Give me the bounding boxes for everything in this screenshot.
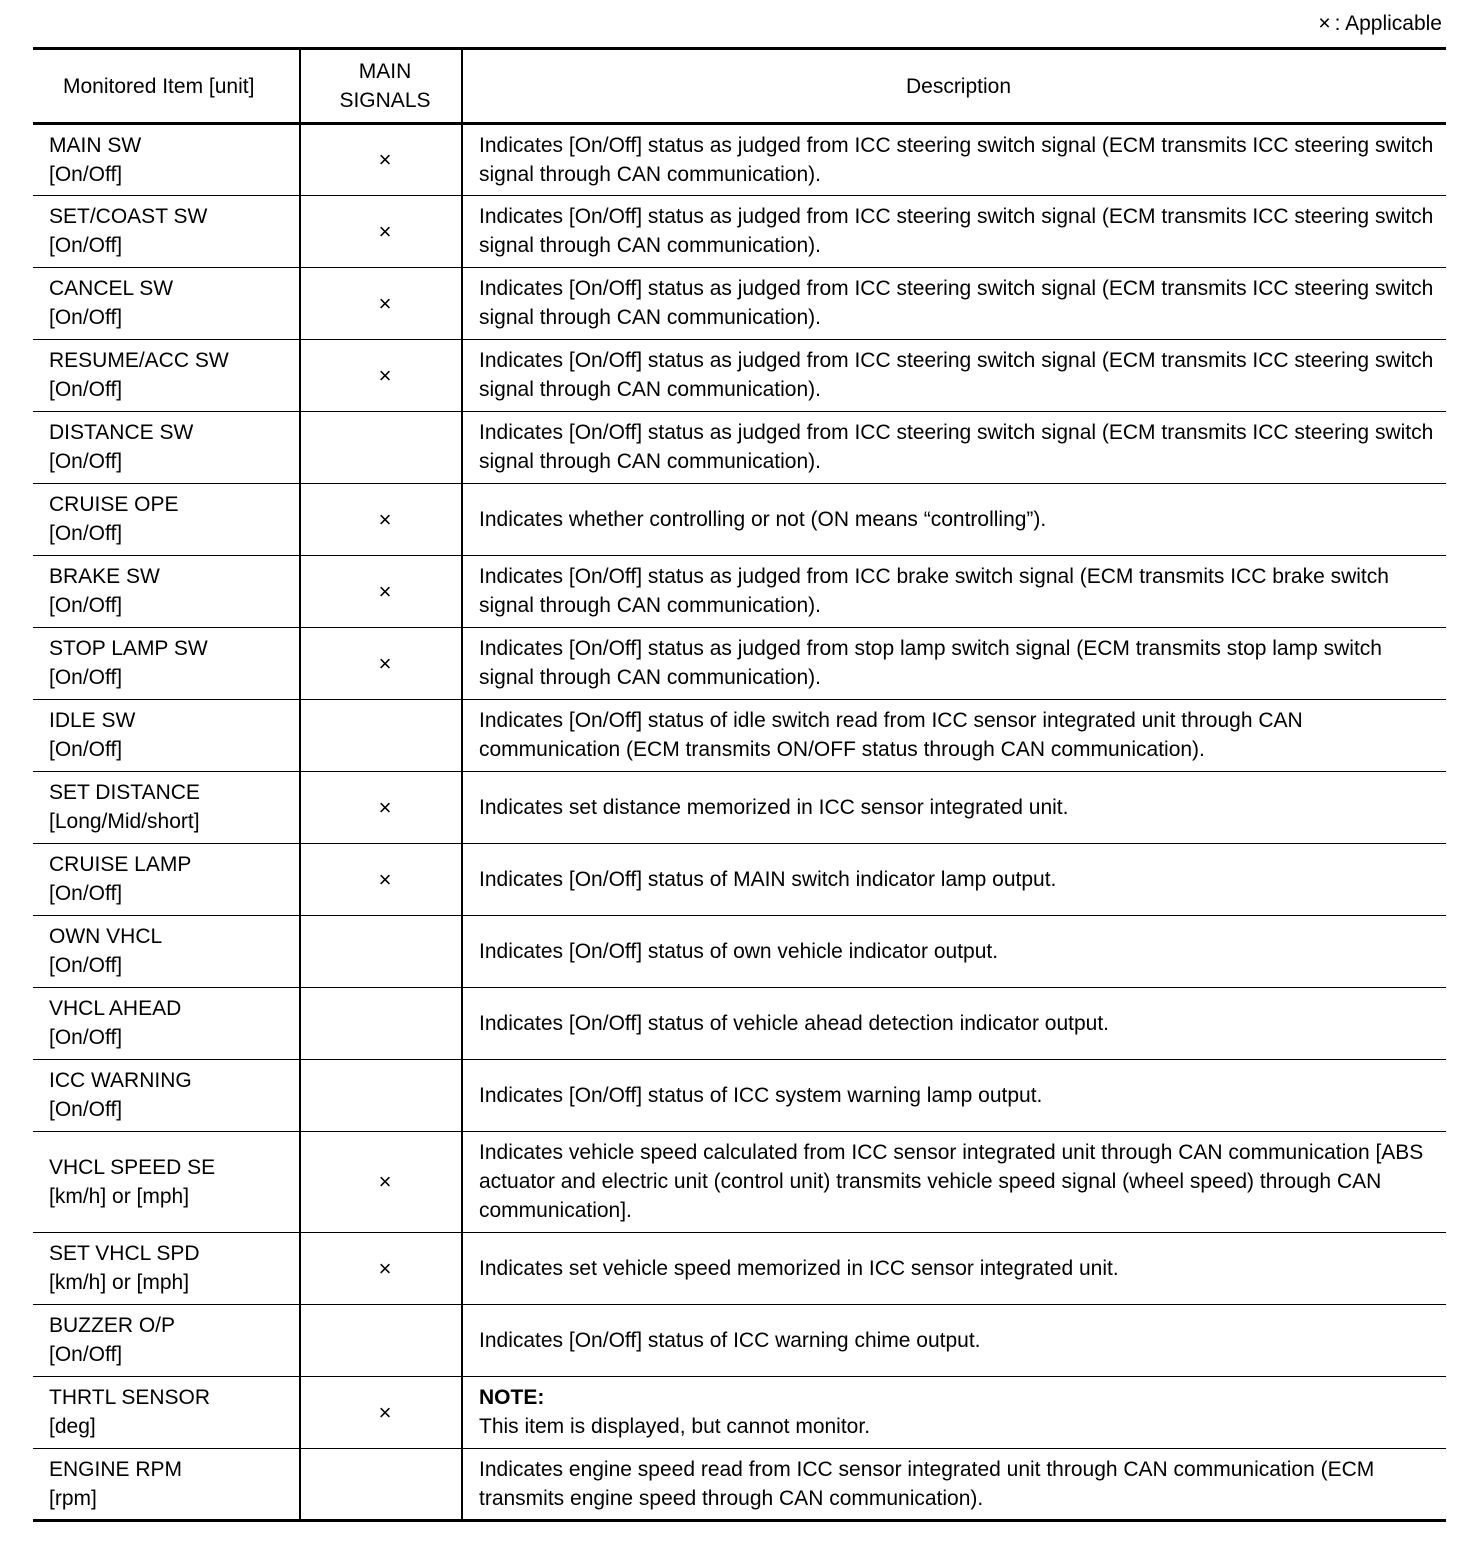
- description-cell: [462, 1132, 1446, 1233]
- monitored-item-cell: [33, 412, 300, 484]
- item-name: MAIN SW: [49, 133, 142, 157]
- item-unit: [km/h] or [mph]: [49, 1184, 190, 1208]
- table-row: [33, 988, 1446, 1060]
- monitored-item-cell: [33, 124, 300, 196]
- item-name: BRAKE SW: [49, 565, 160, 588]
- description-text: Indicates set distance memorized in ICC sensor integrated unit.: [479, 795, 1069, 819]
- monitored-item-cell: [33, 1305, 300, 1377]
- monitored-item-cell: [33, 1449, 300, 1521]
- description-cell: [462, 988, 1446, 1060]
- item-unit: [Long/Mid/short]: [49, 810, 200, 833]
- item-name: CANCEL SW: [49, 277, 174, 300]
- monitored-item-cell: [33, 1060, 300, 1132]
- applicable-legend-text: : Applicable: [1334, 12, 1442, 35]
- table-row: [33, 124, 1446, 196]
- monitored-item-cell: [33, 916, 300, 988]
- item-name: BUZZER O/P: [49, 1314, 176, 1337]
- monitored-item-cell: [33, 772, 300, 844]
- item-unit: [km/h] or [mph]: [49, 1271, 190, 1294]
- description-cell: [462, 1233, 1446, 1305]
- table-row: [33, 484, 1446, 556]
- item-unit: [On/Off]: [49, 234, 123, 257]
- table-row: [33, 1449, 1446, 1521]
- monitored-item-cell: [33, 556, 300, 628]
- description-cell: [462, 700, 1446, 772]
- description-cell: [462, 1060, 1446, 1132]
- table-row: [33, 1233, 1446, 1305]
- table-row: [33, 844, 1446, 916]
- item-name: ICC WARNING: [49, 1069, 192, 1092]
- item-unit: [On/Off]: [49, 954, 123, 977]
- description-cell: [462, 556, 1446, 628]
- table-row: [33, 556, 1446, 628]
- description-cell: [462, 628, 1446, 700]
- table-row: [33, 916, 1446, 988]
- monitored-item-cell: [33, 196, 300, 268]
- description-text: Indicates [On/Off] status of vehicle ahead detection indicator output.: [479, 1011, 1109, 1035]
- item-name: IDLE SW: [49, 709, 136, 732]
- main-signal-mark: [300, 988, 462, 1060]
- item-unit: [On/Off]: [49, 1343, 123, 1366]
- main-signal-mark: ×: [300, 484, 462, 556]
- description-cell: [462, 124, 1446, 196]
- description-text: This item is displayed, but cannot monitor.: [479, 1415, 871, 1438]
- description-cell: [462, 1449, 1446, 1521]
- description-text: Indicates engine speed read from ICC sensor integrated unit through CAN communication (ECM transmits engine speed through CAN communication).: [479, 1457, 1375, 1510]
- description-text: Indicates [On/Off] status as judged from stop lamp switch signal (ECM transmits stop lamp switch signal through CAN communication).: [479, 637, 1382, 689]
- applicable-legend: [1318, 10, 1442, 38]
- description-text: Indicates [On/Off] status of ICC system warning lamp output.: [479, 1083, 1043, 1107]
- description-text: Indicates [On/Off] status as judged from ICC brake switch signal (ECM transmits ICC brake switch signal through CAN communication).: [479, 565, 1389, 617]
- header-monitored-item: Monitored Item [unit]: [33, 49, 300, 124]
- description-text: Indicates vehicle speed calculated from ICC sensor integrated unit through CAN communication [ABS actuator and electric unit (control unit) transmits vehicle speed signal (wheel speed) through CAN communication].: [479, 1141, 1424, 1222]
- table-row: [33, 340, 1446, 412]
- description-cell: [462, 844, 1446, 916]
- description-cell: [462, 484, 1446, 556]
- main-signal-mark: ×: [300, 124, 462, 196]
- item-unit: [On/Off]: [49, 450, 123, 473]
- item-unit: [On/Off]: [49, 738, 123, 761]
- table-row: [33, 700, 1446, 772]
- description-text: Indicates [On/Off] status as judged from ICC steering switch signal (ECM transmits ICC steering switch signal through CAN communication).: [479, 277, 1434, 329]
- description-cell: [462, 196, 1446, 268]
- item-name: CRUISE LAMP: [49, 853, 192, 876]
- item-unit: [On/Off]: [49, 306, 123, 329]
- item-name: THRTL SENSOR: [49, 1386, 211, 1409]
- item-unit: [deg]: [49, 1415, 96, 1438]
- applicable-mark: ×: [1318, 12, 1331, 35]
- item-name: SET VHCL SPD: [49, 1242, 200, 1265]
- monitored-item-cell: [33, 1233, 300, 1305]
- table-header-row: [33, 49, 1446, 124]
- table-row: [33, 772, 1446, 844]
- description-text: Indicates [On/Off] status as judged from ICC steering switch signal (ECM transmits ICC steering switch signal through CAN communication).: [479, 349, 1434, 401]
- main-signal-mark: ×: [300, 268, 462, 340]
- header-main-signals: MAIN SIGNALS: [300, 49, 462, 124]
- description-text: Indicates [On/Off] status of idle switch read from ICC sensor integrated unit through CAN communication (ECM transmits ON/OFF status through CAN communication).: [479, 709, 1303, 761]
- main-signal-mark: ×: [300, 1377, 462, 1449]
- main-signal-mark: ×: [300, 340, 462, 412]
- monitored-item-cell: [33, 268, 300, 340]
- item-unit: [On/Off]: [49, 162, 123, 186]
- header-description: Description: [462, 49, 1446, 124]
- table-row: [33, 412, 1446, 484]
- item-name: STOP LAMP SW: [49, 637, 208, 660]
- description-text: Indicates [On/Off] status of ICC warning chime output.: [479, 1328, 981, 1352]
- main-signal-mark: [300, 700, 462, 772]
- description-cell: [462, 1305, 1446, 1377]
- description-cell: [462, 916, 1446, 988]
- monitored-item-cell: [33, 484, 300, 556]
- table-row: [33, 1060, 1446, 1132]
- monitored-item-cell: [33, 1377, 300, 1449]
- description-text: Indicates whether controlling or not (ON means “controlling”).: [479, 507, 1047, 531]
- item-name: DISTANCE SW: [49, 421, 194, 444]
- main-signal-mark: [300, 916, 462, 988]
- monitored-item-cell: [33, 340, 300, 412]
- description-cell: [462, 1377, 1446, 1449]
- item-unit: [On/Off]: [49, 666, 123, 689]
- note-label: NOTE:: [479, 1386, 545, 1409]
- main-signal-mark: [300, 1060, 462, 1132]
- main-signal-mark: ×: [300, 628, 462, 700]
- description-cell: [462, 340, 1446, 412]
- table-row: [33, 268, 1446, 340]
- table-row: [33, 1132, 1446, 1233]
- item-unit: [On/Off]: [49, 378, 123, 401]
- table-row: [33, 1305, 1446, 1377]
- table-row: [33, 196, 1446, 268]
- description-text: Indicates [On/Off] status as judged from ICC steering switch signal (ECM transmits ICC steering switch signal through CAN communication).: [479, 205, 1434, 257]
- main-signal-mark: ×: [300, 196, 462, 268]
- item-unit: [On/Off]: [49, 522, 123, 545]
- main-signal-mark: ×: [300, 772, 462, 844]
- main-signal-mark: ×: [300, 556, 462, 628]
- item-name: RESUME/ACC SW: [49, 349, 229, 372]
- item-unit: [rpm]: [49, 1486, 97, 1510]
- description-text: Indicates [On/Off] status as judged from ICC steering switch signal (ECM transmits ICC steering switch signal through CAN communication).: [479, 421, 1434, 473]
- item-name: OWN VHCL: [49, 925, 163, 948]
- monitored-item-cell: [33, 1132, 300, 1233]
- item-unit: [On/Off]: [49, 594, 123, 617]
- description-cell: [462, 268, 1446, 340]
- description-text: Indicates [On/Off] status of own vehicle indicator output.: [479, 939, 999, 963]
- main-signal-mark: [300, 1305, 462, 1377]
- item-name: VHCL SPEED SE: [49, 1155, 216, 1179]
- description-cell: [462, 412, 1446, 484]
- main-signal-mark: [300, 1449, 462, 1521]
- table-row: [33, 1377, 1446, 1449]
- description-text: Indicates set vehicle speed memorized in ICC sensor integrated unit.: [479, 1256, 1119, 1280]
- monitored-item-cell: [33, 988, 300, 1060]
- main-signal-mark: ×: [300, 844, 462, 916]
- item-unit: [On/Off]: [49, 1098, 123, 1121]
- main-signal-mark: ×: [300, 1132, 462, 1233]
- table-row: [33, 628, 1446, 700]
- description-text: Indicates [On/Off] status of MAIN switch indicator lamp output.: [479, 867, 1057, 891]
- item-name: CRUISE OPE: [49, 493, 179, 516]
- description-cell: [462, 772, 1446, 844]
- item-name: ENGINE RPM: [49, 1457, 183, 1481]
- monitored-item-cell: [33, 628, 300, 700]
- monitored-item-cell: [33, 700, 300, 772]
- item-unit: [On/Off]: [49, 1026, 123, 1049]
- main-signal-mark: ×: [300, 1233, 462, 1305]
- monitored-items-table: [33, 47, 1446, 1522]
- main-signal-mark: [300, 412, 462, 484]
- item-name: SET/COAST SW: [49, 205, 208, 228]
- item-name: VHCL AHEAD: [49, 997, 182, 1020]
- table-body: [33, 124, 1446, 1521]
- description-text: Indicates [On/Off] status as judged from ICC steering switch signal (ECM transmits ICC steering switch signal through CAN communication).: [479, 133, 1434, 186]
- item-unit: [On/Off]: [49, 882, 123, 905]
- monitored-item-cell: [33, 844, 300, 916]
- item-name: SET DISTANCE: [49, 781, 200, 804]
